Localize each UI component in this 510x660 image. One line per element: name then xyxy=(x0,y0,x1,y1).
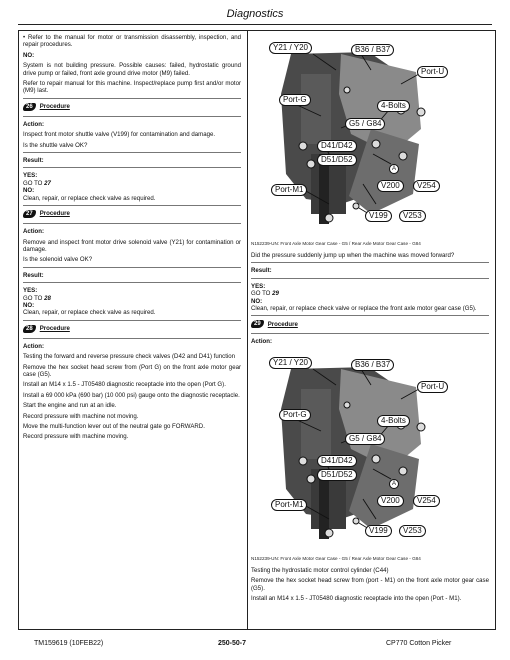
no-label: NO: xyxy=(251,297,263,305)
divider xyxy=(251,262,489,263)
step-text: Remove the hex socket head screw from (port - M1) on the front axle motor gear case (G5). xyxy=(251,577,489,592)
intro-bullet: • Refer to the manual for motor or transmission disassembly, inspection, and repair procedures. xyxy=(23,34,241,49)
no-text: Clean, repair, or replace check valve as required. xyxy=(23,309,156,317)
question-text: Is the shuttle valve OK? xyxy=(23,141,88,149)
procedure-title: Procedure xyxy=(39,103,70,111)
motor-illustration xyxy=(251,349,487,555)
yes-goto: GO TO 28 xyxy=(23,294,51,302)
action-text: Inspect front motor shuttle valve (V199) for contamination and damage. xyxy=(23,131,216,139)
step-text: Start the engine and run at an idle. xyxy=(23,402,117,410)
step-text: Record pressure with machine moving. xyxy=(23,433,129,441)
page-frame xyxy=(18,30,496,630)
procedure-title: Procedure xyxy=(267,320,298,328)
callout-b36-b37: B36 / B37 xyxy=(351,359,394,371)
right-column xyxy=(251,34,489,605)
callout-v200: V200 xyxy=(377,180,404,192)
column-divider xyxy=(247,31,248,629)
question-text: Is the solenoid valve OK? xyxy=(23,256,93,264)
divider xyxy=(251,315,489,316)
procedure-number-badge: 28 xyxy=(23,325,36,333)
callout-v199: V199 xyxy=(365,210,392,222)
divider xyxy=(23,338,241,339)
procedure-28-heading xyxy=(23,325,241,333)
divider xyxy=(23,282,241,283)
procedure-number-badge: 27 xyxy=(23,210,36,218)
no-label: NO: xyxy=(23,301,35,309)
step-text: Move the multi-function lever out of the neutral gate go FORWARD. xyxy=(23,423,205,430)
no-label: NO: xyxy=(23,187,35,195)
left-column xyxy=(23,34,241,444)
divider xyxy=(23,98,241,99)
callout-y21-y20: Y21 / Y20 xyxy=(269,42,312,54)
question-text: Did the pressure suddenly jump up when the machine was moved forward? xyxy=(251,252,455,259)
callout-v253: V253 xyxy=(399,210,426,222)
procedure-29-heading xyxy=(251,320,489,328)
callout-a: A xyxy=(389,164,399,174)
callout-g5-g84: G5 / G84 xyxy=(345,433,385,445)
divider xyxy=(23,320,241,321)
action-label: Action: xyxy=(23,342,44,350)
page-header xyxy=(0,0,510,26)
callout-4-bolts: 4-Bolts xyxy=(377,415,410,427)
callout-y21-y20: Y21 / Y20 xyxy=(269,357,312,369)
callout-port-u: Port-U xyxy=(417,66,448,78)
divider xyxy=(23,167,241,168)
divider xyxy=(251,333,489,334)
figure-caption: N152239-UN: Front Axle Motor Gear Case - G5 / Rear Axle Motor Gear Case - G84 xyxy=(251,555,421,561)
procedure-number-badge: 26 xyxy=(23,103,36,111)
intro-no-label: NO: xyxy=(23,51,35,59)
divider xyxy=(23,152,241,153)
no-text: Clean, repair, or replace check valve as required. xyxy=(23,194,156,202)
intro-refer-text: Refer to repair manual for this machine. Inspect/replace pump first and/or motor (M9) last. xyxy=(23,80,241,95)
figure-caption: N152239-UN: Front Axle Motor Gear Case - G5 / Rear Axle Motor Gear Case - G84 xyxy=(251,241,421,246)
divider xyxy=(251,278,489,279)
callout-port-m1: Port-M1 xyxy=(271,184,307,196)
step-text: Install a 69 000 kPa (690 bar) (10 000 psi) gauge onto the diagnostic receptacle. xyxy=(23,391,240,399)
motor-diagram xyxy=(251,34,487,240)
result-label: Result: xyxy=(23,157,44,165)
step-text: Install an M14 x 1.5 - JT05480 diagnostic receptacle into the open (Port - M1). xyxy=(251,595,462,603)
action-label: Action: xyxy=(23,120,44,128)
header-rule xyxy=(18,24,492,25)
step-text: Record pressure with machine not moving. xyxy=(23,412,139,420)
footer-doc-id: TM159619 (10FEB22) xyxy=(34,640,104,647)
callout-g5-g84: G5 / G84 xyxy=(345,118,385,130)
motor-diagram xyxy=(251,349,487,555)
action-label: Action: xyxy=(251,338,272,346)
callout-d41-d42: D41/D42 xyxy=(317,140,357,152)
procedure-number-badge: 29 xyxy=(251,320,264,328)
callout-d41-d42: D41/D42 xyxy=(317,455,357,467)
callout-port-g: Port-G xyxy=(279,409,311,421)
procedure-title: Procedure xyxy=(39,210,70,218)
procedure-27-heading xyxy=(23,210,241,218)
result-label: Result: xyxy=(23,271,44,279)
callout-v199: V199 xyxy=(365,525,392,537)
yes-label: YES: xyxy=(23,287,38,295)
action-label: Action: xyxy=(23,228,44,236)
procedure-title: Procedure xyxy=(39,325,70,333)
yes-goto: GO TO 29 xyxy=(251,290,279,298)
callout-b36-b37: B36 / B37 xyxy=(351,44,394,56)
callout-4-bolts: 4-Bolts xyxy=(377,100,410,112)
footer-machine: CP770 Cotton Picker xyxy=(386,640,452,647)
callout-a: A xyxy=(389,479,399,489)
callout-v254: V254 xyxy=(413,495,440,507)
step-text: Testing the forward and reverse pressure check valves (D42 and D41) function xyxy=(23,353,236,361)
result-label: Result: xyxy=(251,267,272,275)
page-title: Diagnostics xyxy=(226,8,284,20)
callout-port-g: Port-G xyxy=(279,94,311,106)
callout-d51-d52: D51/D52 xyxy=(317,154,357,166)
step-text: Remove the hex socket head screw from (Port G) on the front axle motor gear case (G5). xyxy=(23,363,241,378)
action-text: Remove and inspect front motor drive solenoid valve (Y21) for contamination or damage. xyxy=(23,238,241,253)
callout-v254: V254 xyxy=(413,180,440,192)
yes-label: YES: xyxy=(251,282,266,290)
callout-v253: V253 xyxy=(399,525,426,537)
no-text: Clean, repair, or replace check valve or replace the front axle motor gear case (G5). xyxy=(251,305,477,313)
step-text: Testing the hydrostatic motor control cylinder (C44) xyxy=(251,566,389,574)
footer-page-number: 250-50-7 xyxy=(218,640,247,647)
divider xyxy=(23,267,241,268)
callout-d51-d52: D51/D52 xyxy=(317,469,357,481)
step-text: Install an M14 x 1.5 - JT05480 diagnostic receptacle into the open (Port G). xyxy=(23,381,226,389)
callout-port-u: Port-U xyxy=(417,381,448,393)
callout-port-m1: Port-M1 xyxy=(271,499,307,511)
yes-label: YES: xyxy=(23,172,38,180)
divider xyxy=(23,205,241,206)
divider xyxy=(23,223,241,224)
callout-v200: V200 xyxy=(377,495,404,507)
yes-goto: GO TO 27 xyxy=(23,179,51,187)
intro-no-text: System is not building pressure. Possible causes: failed, hydrostatic ground drive pump or failed, front axle ground drive motor (M9) failed. xyxy=(23,62,241,77)
divider xyxy=(23,116,241,117)
procedure-26-heading xyxy=(23,103,241,111)
